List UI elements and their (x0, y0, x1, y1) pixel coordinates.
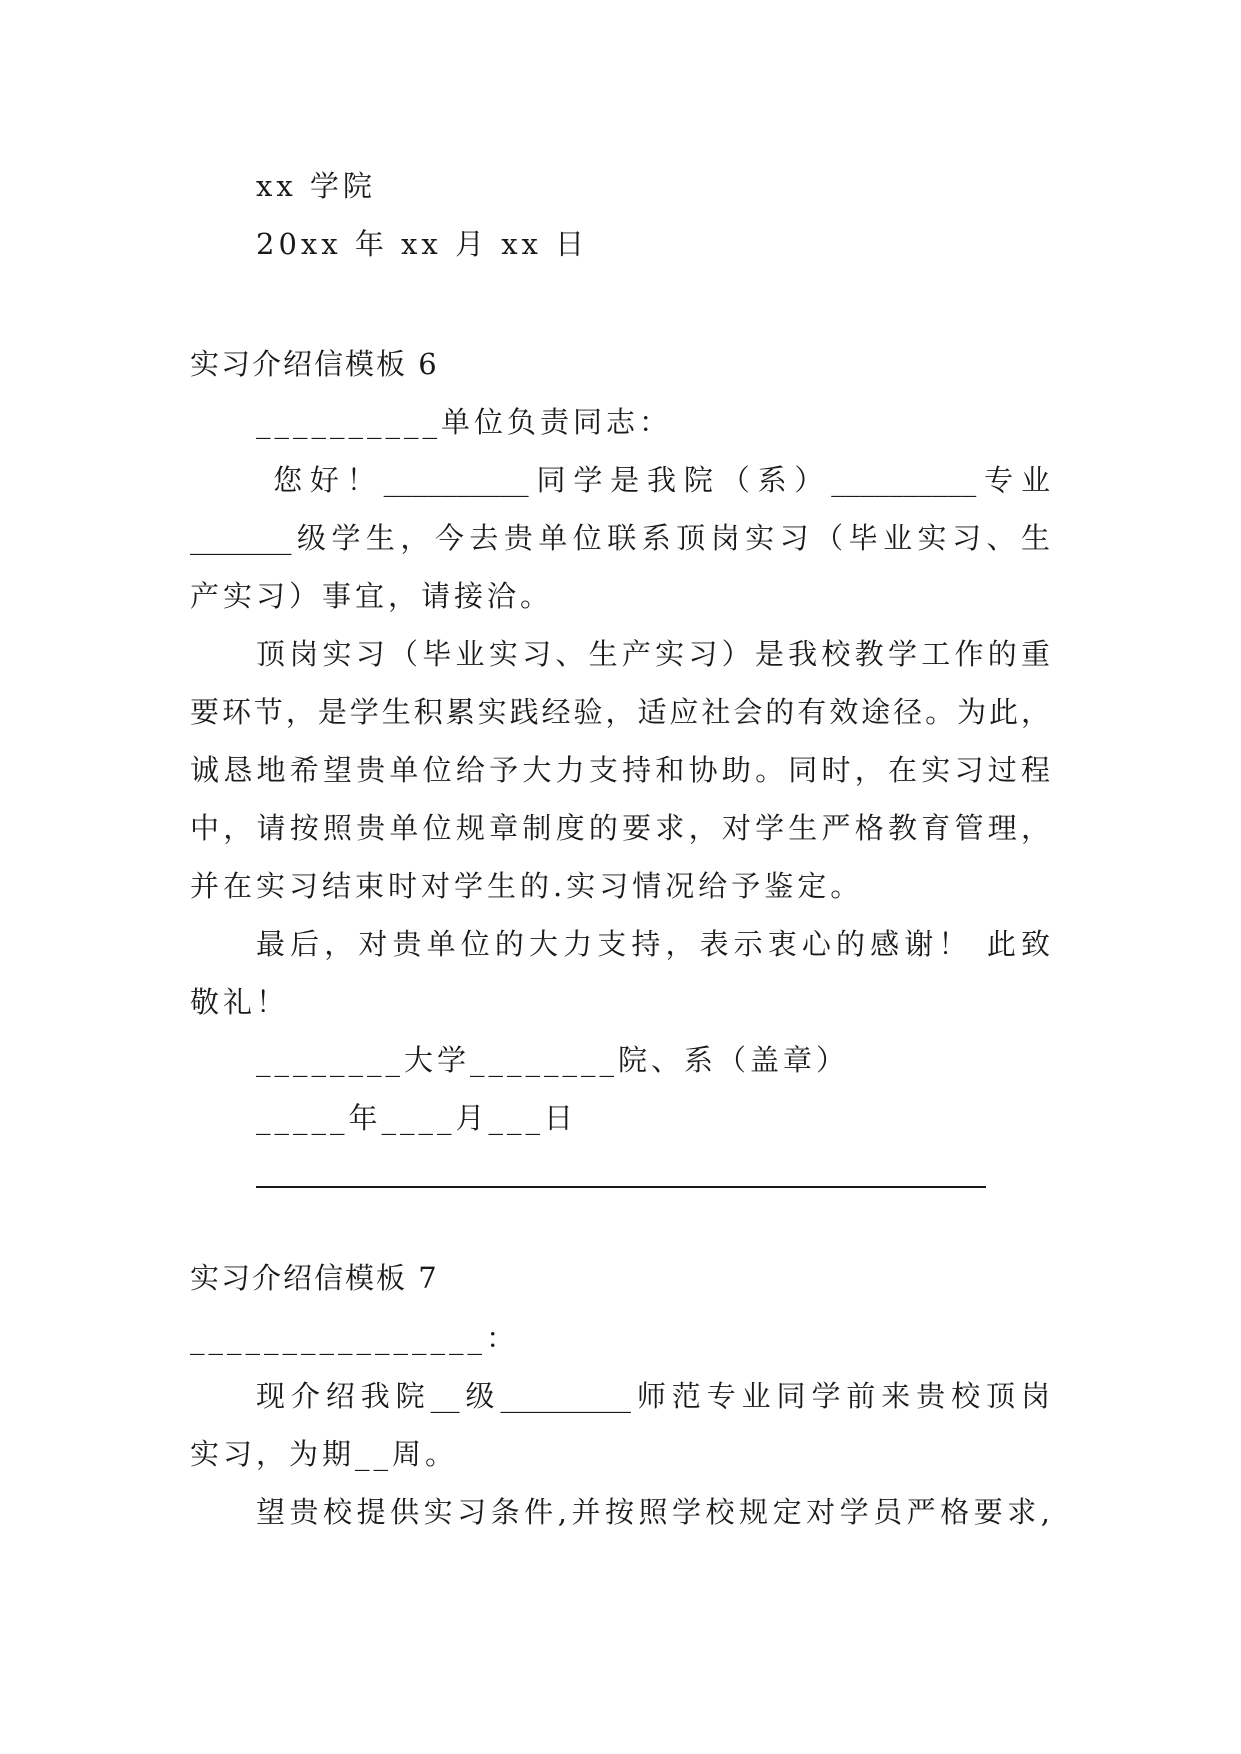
letter6-para1-line2: _______级学生，今去贵单位联系顶岗实习（毕业实习、生 (190, 521, 1050, 555)
letter6-para2-line2: 要环节，是学生积累实践经验，适应社会的有效途径。为此， (190, 695, 1050, 729)
letter6-para2-line1: 顶岗实习（毕业实习、生产实习）是我校教学工作的重 (256, 637, 1050, 671)
letter6-para1-line3: 产实习）事宜，请接洽。 (190, 579, 554, 613)
letter7-title: 实习介绍信模板 7 (190, 1261, 439, 1295)
letter6-closing-line1: 最后，对贵单位的大力支持，表示衷心的感谢！ 此致 (256, 927, 1050, 961)
letter7-para1-line1: 现介绍我院__级_________师范专业同学前来贵校顶岗 (256, 1379, 1050, 1413)
letter6-salutation: __________单位负责同志： (256, 405, 673, 439)
letter7-para2-line1: 望贵校提供实习条件,并按照学校规定对学员严格要求, (256, 1495, 1050, 1529)
letter6-title: 实习介绍信模板 6 (190, 347, 439, 381)
prev-signature-org: xx 学院 (256, 169, 376, 203)
letter6-para2-line4: 中，请按照贵单位规章制度的要求，对学生严格教育管理， (190, 811, 1050, 845)
letter6-para2-line3: 诚恳地希望贵单位给予大力支持和协助。同时，在实习过程 (190, 753, 1050, 787)
letter6-signature-date: _____年____月___日 (256, 1101, 578, 1135)
letter7-para1-line2: 实习，为期__周。 (190, 1437, 459, 1471)
section-divider (256, 1186, 986, 1188)
letter6-signature-org: ________大学________院、系（盖章） (256, 1043, 850, 1077)
letter7-recipient: ________________： (190, 1321, 520, 1355)
letter6-closing-line2: 敬礼！ (190, 985, 290, 1019)
prev-signature-date: 20xx 年 xx 月 xx 日 (256, 227, 589, 261)
letter6-para2-line5: 并在实习结束时对学生的.实习情况给予鉴定。 (190, 869, 864, 903)
letter6-para1-line1: 您好！__________同学是我院（系）__________专业 (256, 463, 1050, 497)
